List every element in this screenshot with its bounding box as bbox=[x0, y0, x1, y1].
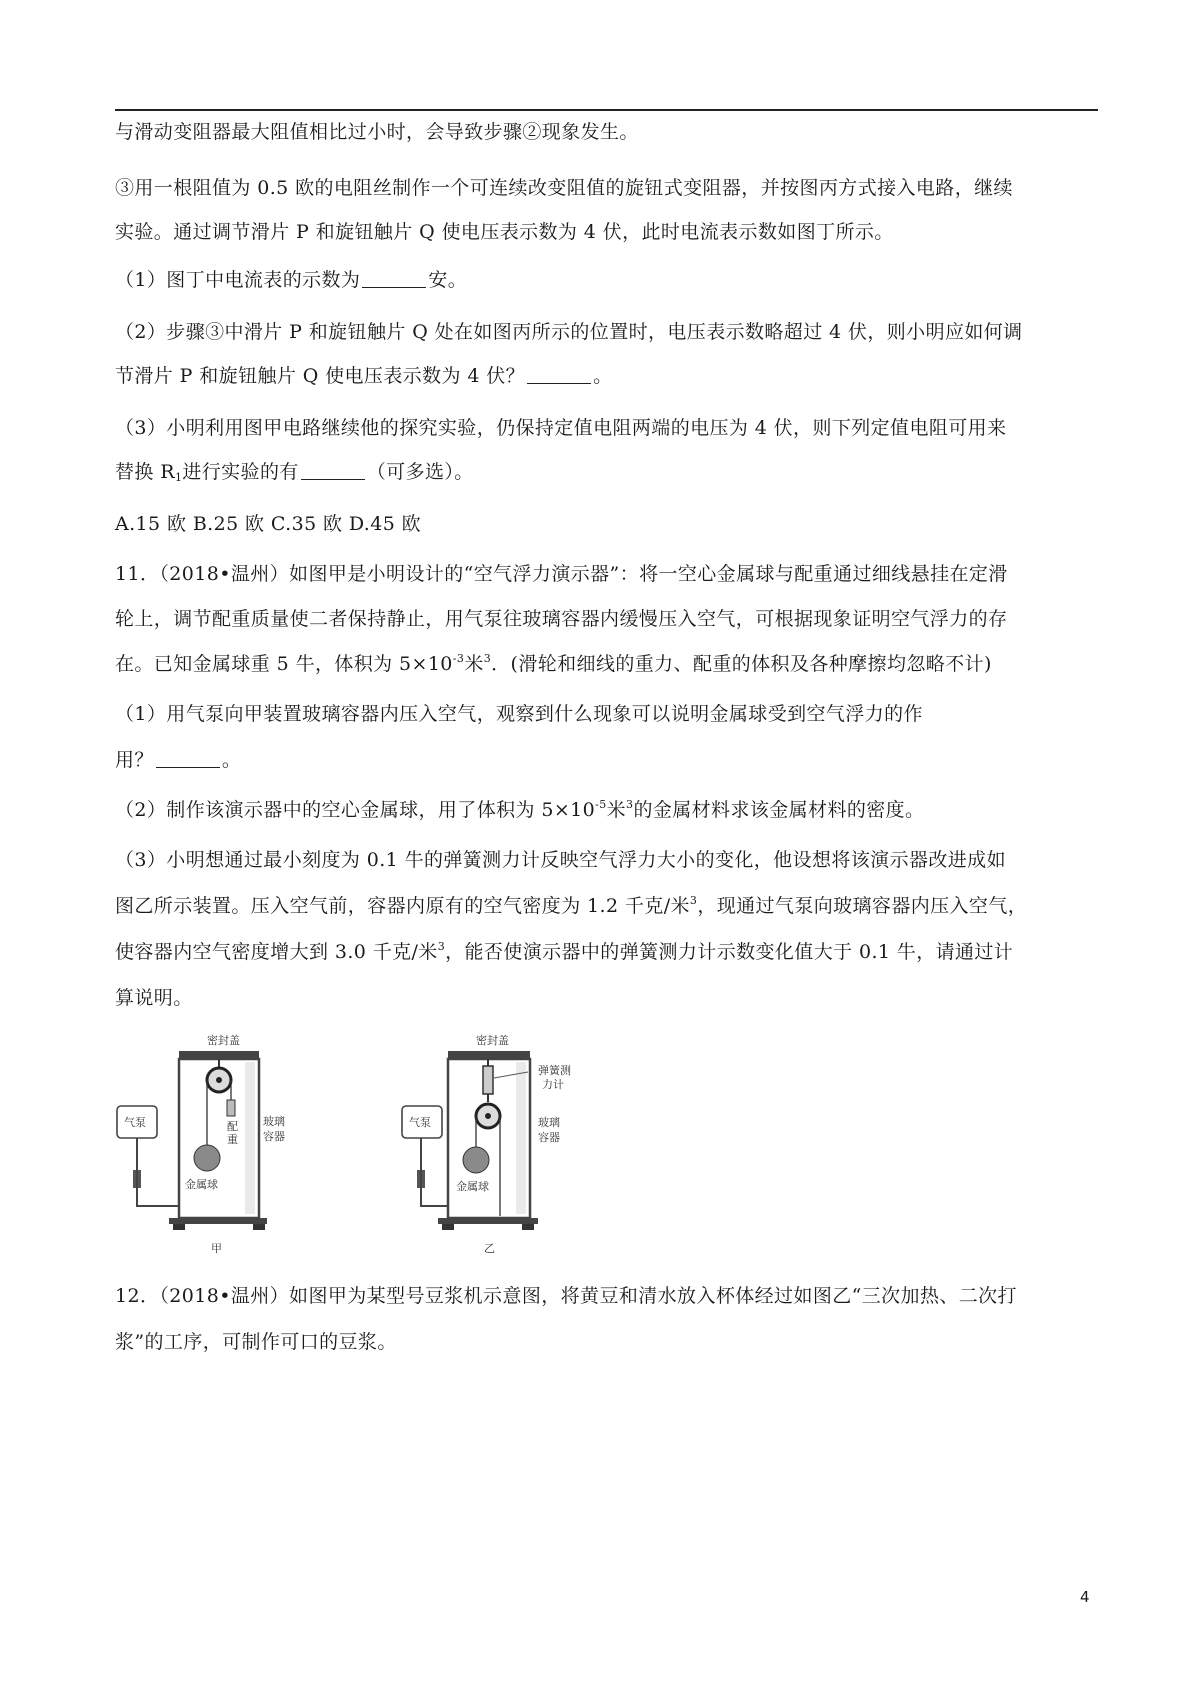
answer-blank[interactable] bbox=[301, 461, 365, 480]
subscript: 1 bbox=[174, 471, 183, 484]
glass-label: 容器 bbox=[538, 1131, 560, 1144]
text-line: 实验。通过调节滑片 P 和旋钮触片 Q 使电压表示数为 4 伏，此时电流表示数如图丁所示。 bbox=[115, 221, 894, 243]
base-foot bbox=[522, 1224, 534, 1230]
text-segment: ．(滑轮和细线的重力、配重的体积及各种摩擦均忽略不计) bbox=[491, 653, 992, 675]
text-line: 与滑动变阻器最大阻值相比过小时，会导致步骤②现象发生。 bbox=[115, 121, 639, 143]
page-number: 4 bbox=[1080, 1588, 1090, 1606]
base-plate bbox=[169, 1218, 267, 1224]
glass-label: 玻璃 bbox=[538, 1116, 560, 1129]
question-text: 。 bbox=[593, 365, 613, 387]
base-plate bbox=[438, 1218, 538, 1224]
superscript: 3 bbox=[689, 894, 698, 907]
superscript: 3 bbox=[483, 652, 492, 665]
text-segment: 米 bbox=[464, 653, 484, 675]
text-line: （1）用气泵向甲装置玻璃容器内压入空气，观察到什么现象可以说明金属球受到空气浮力的作 bbox=[115, 703, 923, 725]
text-segment: 米 bbox=[606, 799, 627, 821]
superscript: -3 bbox=[452, 652, 465, 665]
text-line bbox=[115, 796, 924, 824]
pump-label: 气泵 bbox=[409, 1116, 431, 1129]
text-line: 算说明。 bbox=[115, 987, 193, 1009]
counterweight bbox=[227, 1100, 235, 1116]
glass-label: 玻璃 bbox=[263, 1115, 285, 1128]
text-segment: ，现通过气泵向玻璃容器内压入空气， bbox=[697, 895, 1028, 917]
ball-label: 金属球 bbox=[185, 1178, 218, 1191]
pulley-axle bbox=[485, 1113, 491, 1119]
spring-scale bbox=[483, 1066, 493, 1094]
glass-shading bbox=[245, 1062, 255, 1214]
superscript: 3 bbox=[437, 940, 446, 953]
glass-shading bbox=[516, 1062, 526, 1214]
text-line: （2）步骤③中滑片 P 和旋钮触片 Q 处在如图丙所示的位置时，电压表示数略超过 4 伏，则小明应如何调 bbox=[115, 321, 1023, 343]
superscript: -5 bbox=[595, 798, 607, 811]
figure-caption: 甲 bbox=[211, 1242, 222, 1255]
answer-blank[interactable] bbox=[362, 269, 426, 288]
metal-ball bbox=[463, 1147, 489, 1173]
base-foot bbox=[253, 1224, 265, 1230]
lid-label: 密封盖 bbox=[476, 1034, 509, 1047]
text-line: （3）小明利用图甲电路继续他的探究实验，仍保持定值电阻两端的电压为 4 伏，则下列定值电阻可用来 bbox=[115, 417, 1007, 439]
options-line: A.15 欧 B.25 欧 C.35 欧 D.45 欧 bbox=[115, 513, 422, 535]
text-segment: 的金属材料求该金属材料的密度。 bbox=[633, 799, 925, 821]
text-segment: 图乙所示装置。压入空气前，容器内原有的空气密度为 1.2 千克/米 bbox=[115, 895, 690, 917]
metal-ball bbox=[194, 1145, 220, 1171]
superscript: 3 bbox=[626, 798, 634, 811]
text-line: 12．（2018•温州）如图甲为某型号豆浆机示意图，将黄豆和清水放入杯体经过如图乙“三次加热、二次打 bbox=[115, 1285, 1017, 1307]
answer-blank[interactable] bbox=[156, 749, 220, 768]
spring-scale-label: 弹簧测 bbox=[538, 1064, 571, 1077]
text-line: 轮上，调节配重质量使二者保持静止，用气泵往玻璃容器内缓慢压入空气，可根据现象证明空气浮力的存 bbox=[115, 608, 1008, 630]
text-line bbox=[115, 938, 1013, 966]
pump-label: 气泵 bbox=[124, 1116, 146, 1129]
counterweight-label: 重 bbox=[227, 1133, 238, 1146]
glass-label: 容器 bbox=[263, 1130, 285, 1143]
question-text: 进行实验的有 bbox=[182, 461, 299, 483]
figure-jia bbox=[115, 1030, 315, 1260]
text-segment: （2）制作该演示器中的空心金属球，用了体积为 5×10 bbox=[115, 799, 596, 821]
question-text: 用？ bbox=[115, 749, 154, 771]
text-line: 11．（2018•温州）如图甲是小明设计的“空气浮力演示器”：将一空心金属球与配重通过细线悬挂在定滑 bbox=[115, 563, 1008, 585]
text-segment: 在。已知金属球重 5 牛，体积为 5×10 bbox=[115, 653, 453, 675]
header-rule bbox=[115, 109, 1098, 111]
figure-yi bbox=[409, 1030, 620, 1260]
question-text: 安。 bbox=[428, 269, 468, 291]
question-3 bbox=[115, 458, 474, 486]
spring-scale-label: 力计 bbox=[542, 1078, 564, 1091]
air-tube bbox=[137, 1138, 179, 1206]
pulley-axle bbox=[216, 1077, 222, 1083]
counterweight-label: 配 bbox=[227, 1120, 238, 1133]
question-2 bbox=[115, 362, 613, 390]
text-segment: 使容器内空气密度增大到 3.0 千克/米 bbox=[115, 941, 438, 963]
figure-caption: 乙 bbox=[484, 1242, 495, 1255]
text-segment: ，能否使演示器中的弹簧测力计示数变化值大于 0.1 牛，请通过计 bbox=[445, 941, 1014, 963]
question-text: 替换 R bbox=[115, 461, 175, 483]
question-text: （可多选）。 bbox=[366, 461, 474, 483]
question-text: 。 bbox=[221, 749, 242, 771]
question-line bbox=[115, 746, 241, 774]
text-line: （3）小明想通过最小刻度为 0.1 牛的弹簧测力计反映空气浮力大小的变化，他设想将该演示器改进成如 bbox=[115, 849, 1006, 871]
text-line: 浆”的工序，可制作可口的豆浆。 bbox=[115, 1331, 397, 1353]
answer-blank[interactable] bbox=[527, 365, 591, 384]
text-line: ③用一根阻值为 0.5 欧的电阻丝制作一个可连续改变阻值的旋钮式变阻器，并按图丙方式接入电路，继续 bbox=[115, 177, 1013, 199]
base-foot bbox=[173, 1224, 185, 1230]
base-foot bbox=[442, 1224, 454, 1230]
question-text: （1）图丁中电流表的示数为 bbox=[115, 269, 361, 291]
text-line bbox=[115, 650, 992, 678]
question-1 bbox=[115, 266, 467, 294]
air-tube bbox=[421, 1138, 448, 1206]
lid-label: 密封盖 bbox=[207, 1034, 240, 1047]
ball-label: 金属球 bbox=[456, 1180, 489, 1193]
question-text: 节滑片 P 和旋钮触片 Q 使电压表示数为 4 伏？ bbox=[115, 365, 526, 387]
text-line bbox=[115, 892, 1027, 920]
